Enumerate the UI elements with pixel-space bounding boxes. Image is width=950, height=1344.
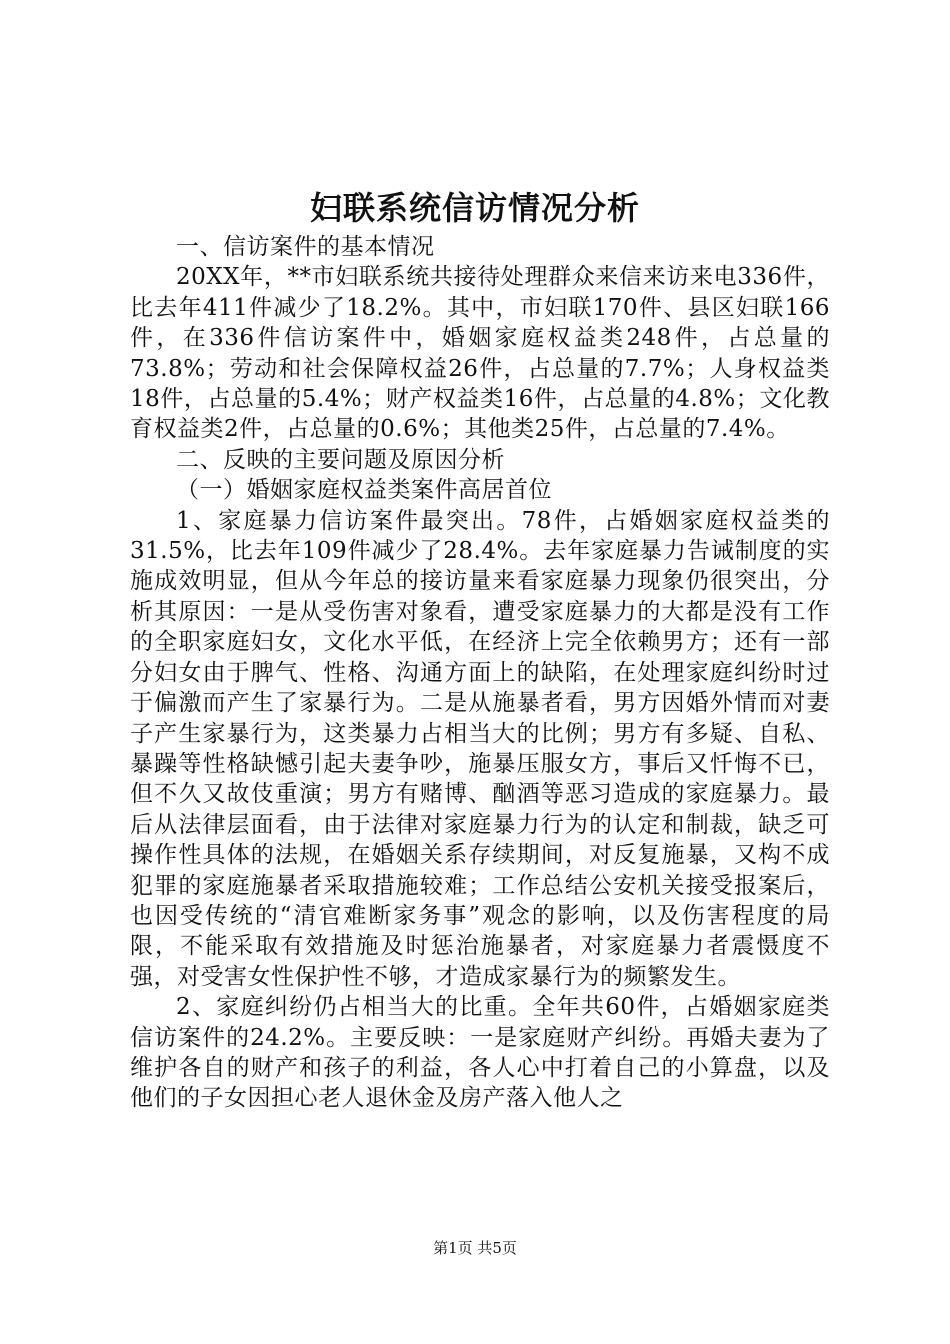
subsection-heading-1: （一）婚姻家庭权益类案件高居首位 (176, 477, 552, 504)
document-title: 妇联系统信访情况分析 (309, 189, 640, 227)
paragraph-basic-situation: 20XX年，**市妇联系统共接待处理群众来信来访来电336件，比去年411件减少了18.2%。其中，市妇联170件、县区妇联166件，在336件信访案件中，婚姻家庭权益类248件，占总量的73.8%；劳动和社会保障权益26件，占总量的7.7%；人身权益类18件，占总量的5.4%；财产权益类16件，占总量的4.8%；文化教育权益类2件，占总量的0.6%；其他类25件，占总量的7.4%。 (130, 264, 830, 443)
paragraph-family-disputes: 2、家庭纠纷仍占相当大的比重。全年共60件，占婚姻家庭类信访案件的24.2%。主要反映：一是家庭财产纠纷。再婚夫妻为了维护各自的财产和孩子的利益，各人心中打着自己的小算盘，以及他们的子女因担心老人退休金及房产落入他人之 (130, 994, 830, 1112)
paragraph-domestic-violence: 1、家庭暴力信访案件最突出。78件，占婚姻家庭权益类的31.5%，比去年109件减少了28.4%。去年家庭暴力告诫制度的实施成效明显，但从今年总的接访量来看家庭暴力现象仍很突出，分析其原因：一是从受伤害对象看，遭受家庭暴力的大都是没有工作的全职家庭妇女，文化水平低，在经济上完全依赖男方；还有一部分妇女由于脾气、性格、沟通方面上的缺陷，在处理家庭纠纷时过于偏激而产生了家暴行为。二是从施暴者看，男方因婚外情而对妻子产生家暴行为，这类暴力占相当大的比例；男方有多疑、自私、暴躁等性格缺憾引起夫妻争吵，施暴压服女方，事后又忏悔不已，但不久又故伎重演；男方有赌博、酗酒等恶习造成的家庭暴力。最后从法律层面看，由于法律对家庭暴力行为的认定和制裁，缺乏可操作性具体的法规，在婚姻关系存续期间，对反复施暴，又构不成犯罪的家庭施暴者采取措施较难；工作总结公安机关接受报案后，也因受传统的“清官难断家务事”观念的影响，以及伤害程度的局限，不能采取有效措施及时惩治施暴者，对家庭暴力者震慑度不强，对受害女性保护性不够，才造成家暴行为的频繁发生。 (130, 507, 830, 990)
section-heading-1: 一、信访案件的基本情况 (176, 234, 435, 260)
page-footer: 第1页 共5页 (433, 1239, 517, 1257)
document-body (130, 232, 830, 1114)
section-heading-2: 二、反映的主要问题及原因分析 (176, 446, 505, 473)
